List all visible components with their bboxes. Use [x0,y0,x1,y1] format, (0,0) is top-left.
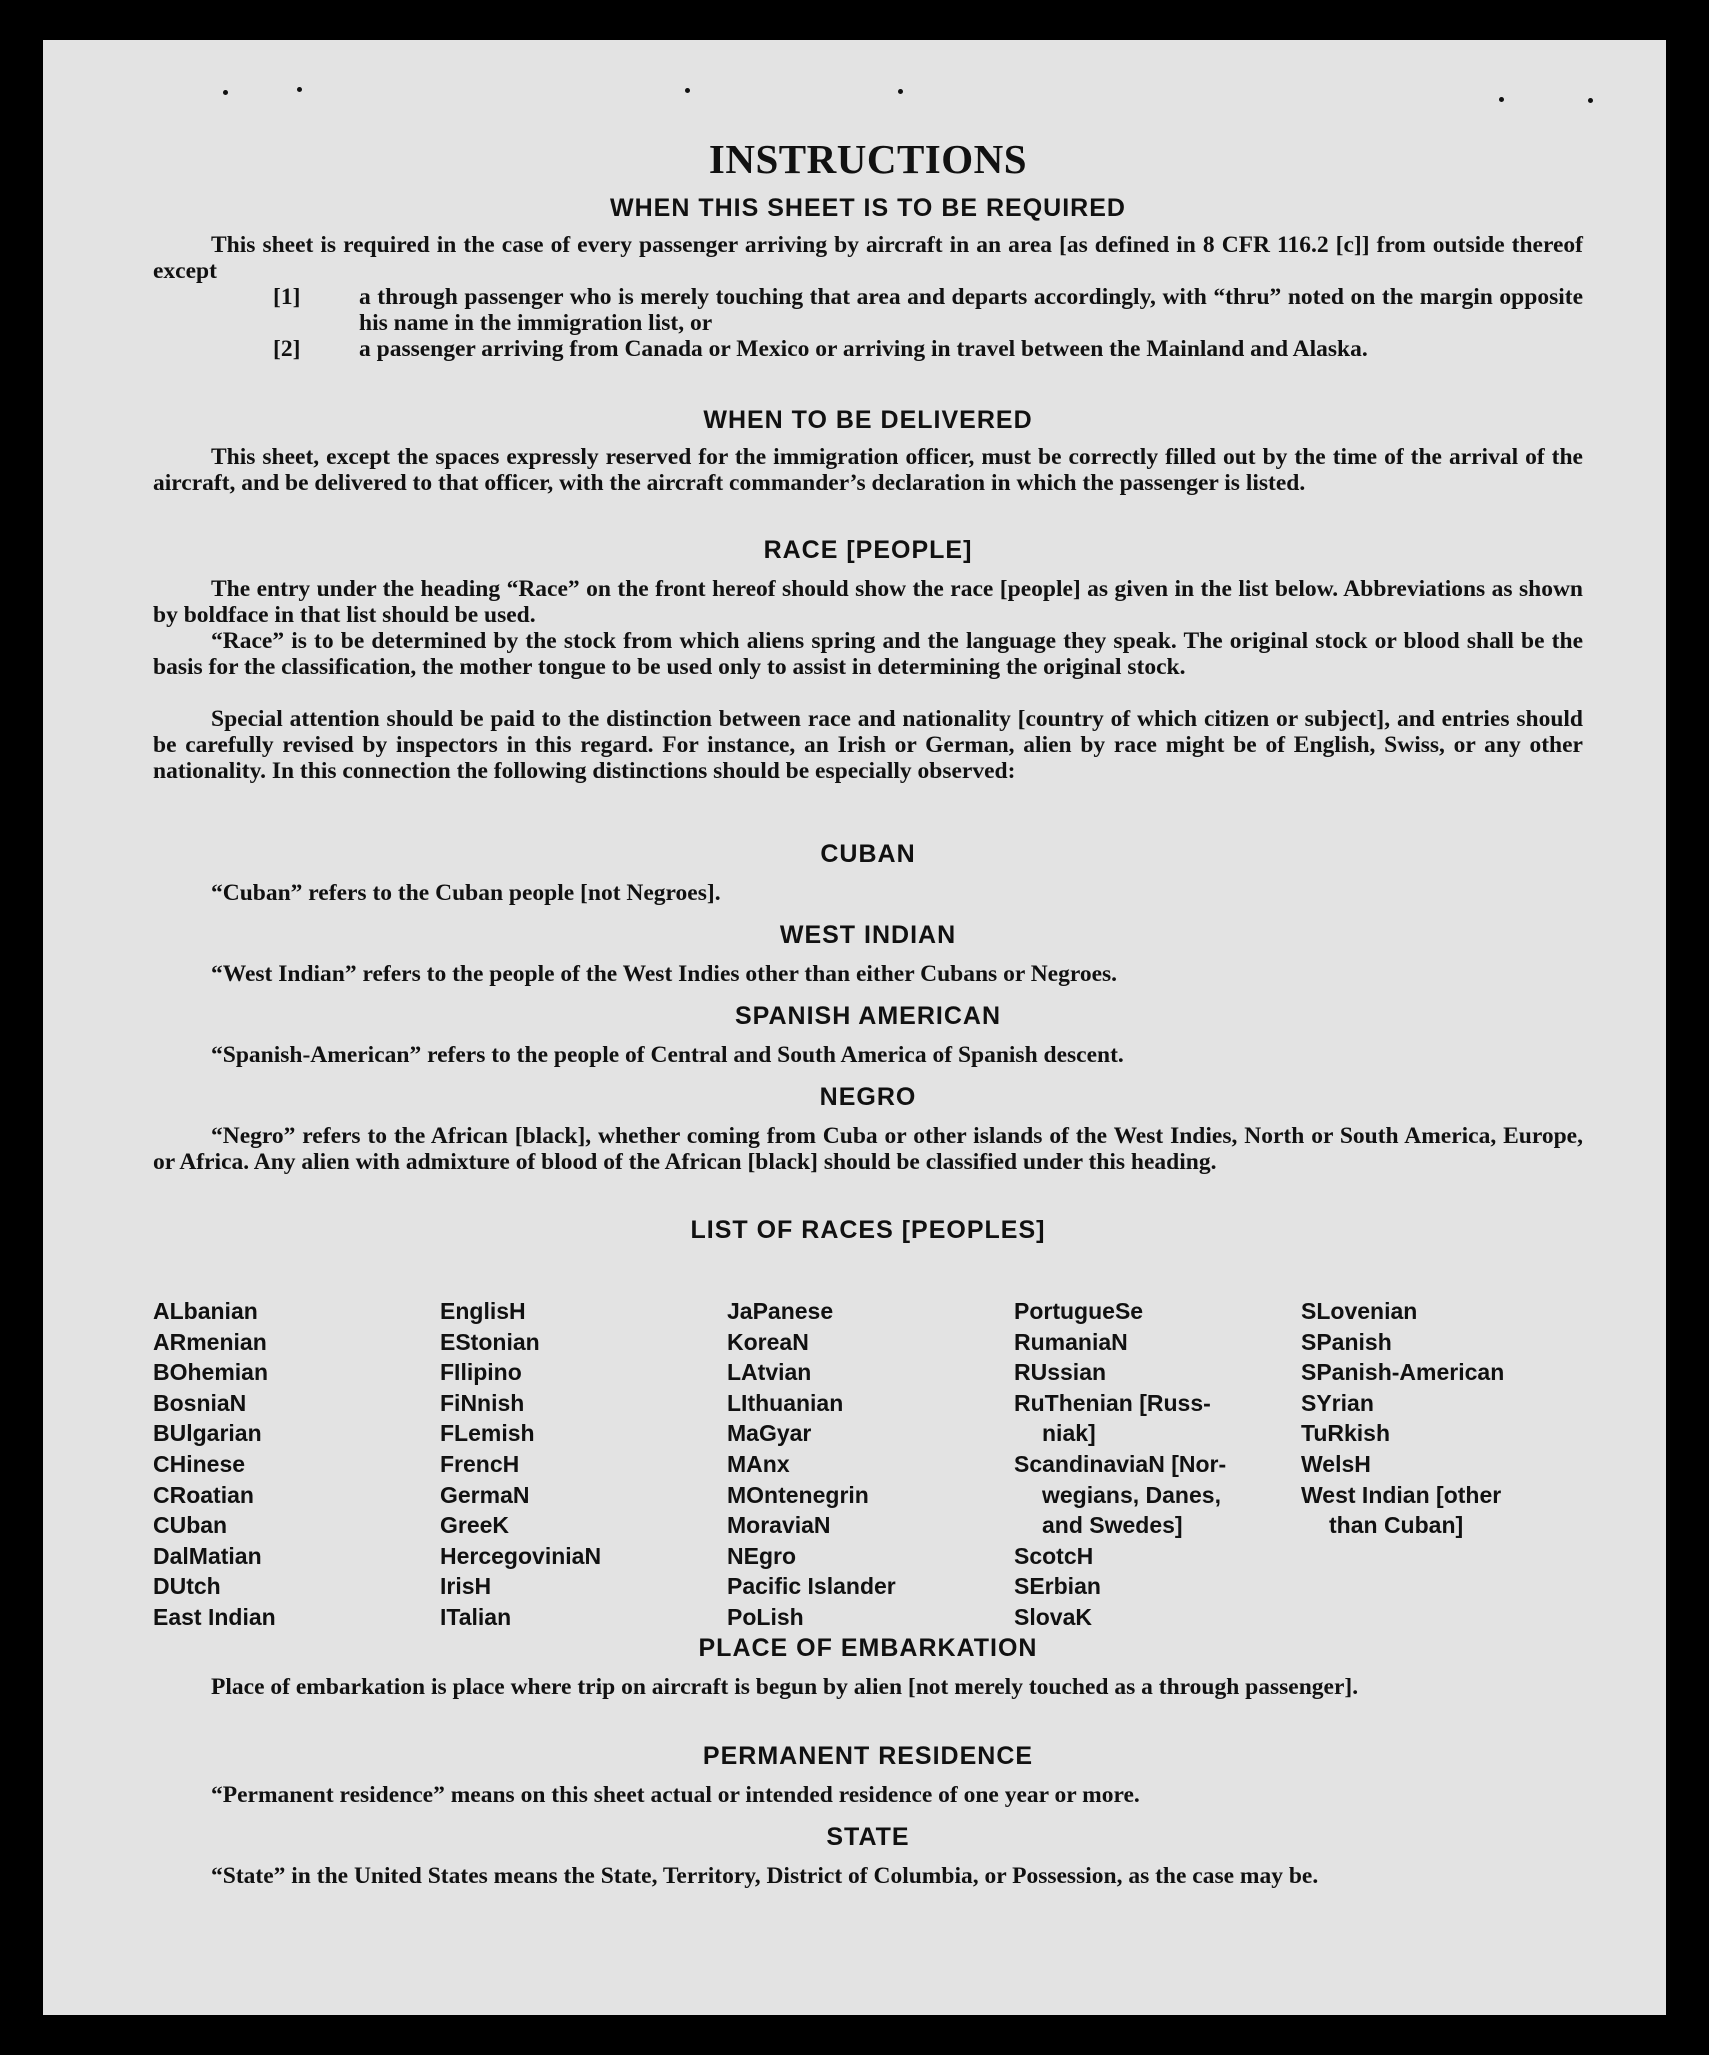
paragraph-race-2: “Race” is to be determined by the stock from which aliens spring and the language they speak. The original stock or blood shall be the basis for the classification, the mother tongue to be used only to assist in determining the original stock. [153,628,1583,680]
heading-when-required: WHEN THIS SHEET IS TO BE REQUIRED [610,194,1126,222]
race-entry: PoLish [727,1603,804,1630]
race-entry: KoreaN [727,1328,809,1355]
paragraph-race-3: Special attention should be paid to the distinction between race and nationality [country of which citizen or subject], and entries should be carefully revised by inspectors in this regard. For instance, an Irish or German, alien by race might be of English, Swiss, or any other nationality. In this connection the following distinctions should be especially observed: [153,706,1583,784]
race-entry: DUtch [153,1573,221,1600]
paragraph-delivered: This sheet, except the spaces expressly reserved for the immigration officer, must be correctly filled out by the time of the arrival of the aircraft, and be delivered to that officer, with the aircraft commander’s declaration in which the passenger is listed. [153,444,1583,496]
race-entry: RUssian [1014,1359,1107,1386]
race-entry: SErbian [1014,1573,1101,1600]
race-entry: NEgro [727,1542,796,1569]
races-column-3 [727,1296,896,1633]
race-entry: HercegoviniaN [440,1542,602,1569]
heading-list-of-races: LIST OF RACES [PEOPLES] [690,1216,1046,1244]
race-entry: MaGyar [727,1420,812,1447]
heading-when-delivered: WHEN TO BE DELIVERED [703,406,1033,434]
list-item [273,284,1583,336]
race-entry: ARmenian [153,1328,267,1355]
paragraph-race-1: The entry under the heading “Race” on the front hereof should show the race [people] as given in the list below. Abbreviations as shown by boldface in that list should be used. [153,576,1583,628]
paragraph-embarkation: Place of embarkation is place where trip on aircraft is begun by alien [not merely touched as a through passenger]. [211,1674,1359,1700]
race-entry: IrisH [440,1573,492,1600]
race-entry: MOntenegrin [727,1481,869,1508]
race-entry: GermaN [440,1481,530,1508]
race-entry: SYrian [1301,1389,1374,1416]
scan-speck [685,88,690,93]
race-entry: EStonian [440,1328,540,1355]
item-number: [1] [273,284,301,310]
paragraph-negro: “Negro” refers to the African [black], whether coming from Cuba or other islands of the West Indies, North or South America, Europe, or Africa. Any alien with admixture of blood of the African [black] should be classified under this heading. [153,1123,1583,1175]
document-page [43,40,1666,2015]
heading-state: STATE [826,1823,910,1851]
race-entry: FLemish [440,1420,535,1447]
scan-speck [898,89,903,94]
race-entry: MoraviaN [727,1512,831,1539]
race-entry: East Indian [153,1603,276,1630]
race-entry: GreeK [440,1512,510,1539]
scan-speck [223,90,228,95]
race-entry: ITalian [440,1603,512,1630]
race-entry: ALbanian [153,1298,258,1324]
race-entry-continuation: wegians, Danes, [1042,1481,1221,1508]
races-column-2 [440,1296,601,1633]
race-entry: PortugueSe [1014,1298,1144,1324]
races-column-5 [1301,1296,1504,1541]
item-number: [2] [273,336,301,362]
race-entry: SlovaK [1014,1603,1092,1630]
race-entry: ScotcH [1014,1542,1094,1569]
race-entry: West Indian [other [1301,1481,1502,1508]
race-entry: CHinese [153,1450,246,1477]
race-entry-continuation: and Swedes] [1042,1512,1183,1539]
race-entry: BUlgarian [153,1420,262,1447]
heading-negro: NEGRO [819,1083,917,1111]
races-column-1 [153,1296,276,1633]
race-entry: EnglisH [440,1298,526,1324]
race-entry: ScandinaviaN [Nor- [1014,1450,1227,1477]
race-entry: CUban [153,1512,228,1539]
race-entry: SPanish-American [1301,1359,1505,1386]
paragraph-cuban: “Cuban” refers to the Cuban people [not Negroes]. [211,880,721,906]
heading-west-indian: WEST INDIAN [779,921,957,949]
scan-speck [1588,98,1593,103]
scan-speck [1499,97,1504,102]
page-title: INSTRUCTIONS [708,136,1028,182]
heading-permanent-residence: PERMANENT RESIDENCE [702,1742,1034,1770]
race-entry: BOhemian [153,1359,269,1386]
race-entry: LAtvian [727,1359,812,1386]
list-item [273,336,1583,362]
race-entry: FiNnish [440,1389,525,1416]
paragraph-state: “State” in the United States means the State, Territory, District of Columbia, or Possession, as the case may be. [211,1863,1319,1889]
item-text: a passenger arriving from Canada or Mexico or arriving in travel between the Mainland and Alaska. [359,336,1368,362]
heading-cuban: CUBAN [820,840,916,868]
heading-race: RACE [PEOPLE] [763,536,973,564]
paragraph-required-intro: This sheet is required in the case of every passenger arriving by aircraft in an area [as defined in 8 CFR 116.2 [c]] from outside thereof except [153,232,1583,284]
paragraph-spanish-american: “Spanish-American” refers to the people of Central and South America of Spanish descent. [211,1042,1124,1068]
race-entry: FrencH [440,1450,520,1477]
paragraph-permanent-residence: “Permanent residence” means on this sheet actual or intended residence of one year or more. [211,1782,1140,1808]
race-entry: DalMatian [153,1542,262,1569]
race-entry: WelsH [1301,1450,1371,1477]
scan-speck [297,87,302,92]
race-entry: RumaniaN [1014,1328,1128,1355]
race-entry: SLovenian [1301,1298,1418,1324]
race-entry: CRoatian [153,1481,254,1508]
heading-embarkation: PLACE OF EMBARKATION [698,1634,1038,1662]
race-entry: TuRkish [1301,1420,1391,1447]
race-entry: FIlipino [440,1359,522,1386]
paragraph-west-indian: “West Indian” refers to the people of the West Indies other than either Cubans or Negroes. [211,961,1118,987]
race-entry: SPanish [1301,1328,1392,1355]
race-entry-continuation: than Cuban] [1329,1512,1464,1539]
race-entry: JaPanese [727,1298,834,1324]
heading-spanish-american: SPANISH AMERICAN [734,1002,1001,1030]
race-entry: RuThenian [Russ- [1014,1389,1211,1416]
race-entry: Pacific Islander [727,1573,896,1600]
race-entry-continuation: niak] [1042,1420,1096,1447]
race-entry: MAnx [727,1450,790,1477]
races-column-4 [1014,1296,1226,1633]
item-text: a through passenger who is merely touching that area and departs accordingly, with “thru” noted on the margin opposite his name in the immigration list, or [359,284,1583,336]
race-entry: LIthuanian [727,1389,844,1416]
race-entry: BosniaN [153,1389,247,1416]
